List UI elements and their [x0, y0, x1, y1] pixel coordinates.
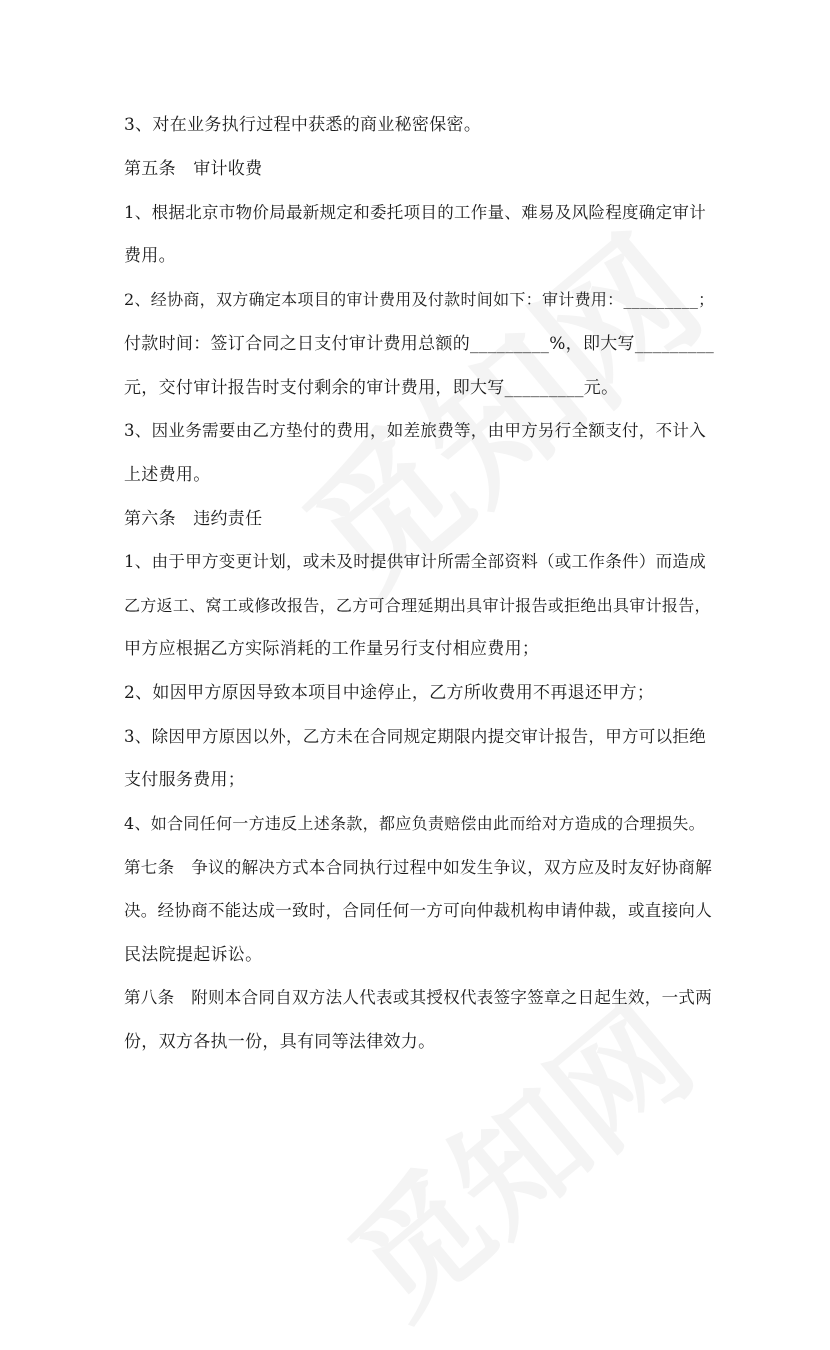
paragraph-line: 4、如合同任何一方违反上述条款，都应负责赔偿由此而给对方造成的合理损失。	[124, 814, 705, 833]
paragraph-line: 乙方返工、窝工或修改报告，乙方可合理延期出具审计报告或拒绝出具审计报告，	[124, 596, 711, 615]
paragraph-line: 3、除因甲方原因以外，乙方未在合同规定期限内提交审计报告，甲方可以拒绝	[124, 727, 706, 746]
paragraph-line: 1、根据北京市物价局最新规定和委托项目的工作量、难易及风险程度确定审计	[124, 203, 706, 222]
section-heading: 第八条 附则本合同自双方法人代表或其授权代表签字签章之日起生效，一式两	[124, 988, 712, 1007]
paragraph-line: 3、对在业务执行过程中获悉的商业秘密保密。	[124, 115, 482, 135]
paragraph-line: 3、因业务需要由乙方垫付的费用，如差旅费等，由甲方另行全额支付，不计入	[124, 421, 706, 440]
paragraph-line: 费用。	[124, 246, 176, 266]
paragraph-line: 上述费用。	[124, 465, 211, 485]
paragraph-line: 2、如因甲方原因导致本项目中途停止，乙方所收费用不再退还甲方；	[124, 683, 655, 703]
paragraph-line: 决。经协商不能达成一致时，合同任何一方可向仲裁机构申请仲裁，或直接向人	[124, 901, 712, 920]
section-heading: 第七条 争议的解决方式本合同执行过程中如发生争议，双方应及时友好协商解	[124, 858, 712, 877]
section-heading: 第六条 违约责任	[124, 509, 263, 529]
paragraph-line: 2、经协商，双方确定本项目的审计费用及付款时间如下：审计费用：_________；	[124, 290, 715, 309]
paragraph-line: 1、由于甲方变更计划，或未及时提供审计所需全部资料（或工作条件）而造成	[124, 552, 706, 571]
paragraph-line: 元，交付审计报告时支付剩余的审计费用，即大写_________元。	[124, 378, 619, 398]
paragraph-line: 份，双方各执一份，具有同等法律效力。	[124, 1032, 436, 1052]
section-heading: 第五条 审计收费	[124, 159, 263, 179]
paragraph-line: 甲方应根据乙方实际消耗的工作量另行支付相应费用；	[124, 639, 540, 659]
paragraph-line: 民法院提起诉讼。	[124, 945, 263, 965]
watermark	[306, 957, 725, 1350]
paragraph-line: 支付服务费用；	[124, 770, 246, 790]
paragraph-line: 付款时间：签订合同之日支付审计费用总额的_________%，即大写_________	[124, 334, 715, 354]
